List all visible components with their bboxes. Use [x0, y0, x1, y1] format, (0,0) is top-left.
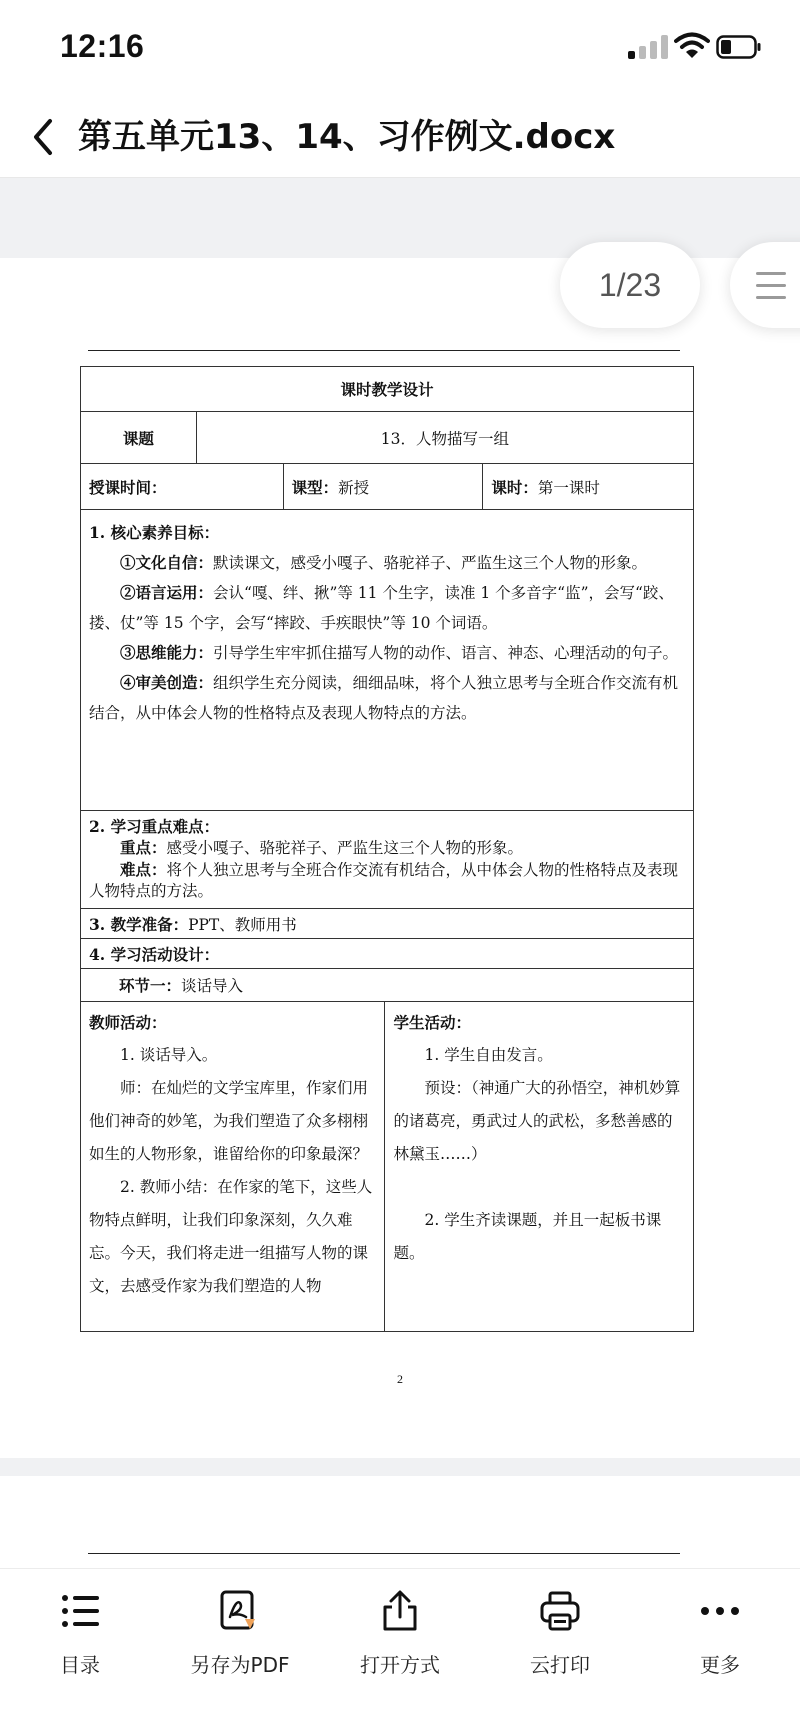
key-points-cell [81, 811, 694, 909]
page-header-rule [88, 1553, 680, 1554]
list-icon [58, 1589, 102, 1633]
key-points-heading: 2. 学习重点难点： [89, 817, 220, 836]
back-icon[interactable] [26, 115, 66, 159]
bottom-toolbar [0, 1568, 800, 1732]
activities-heading: 4. 学习活动设计： [81, 939, 694, 969]
cloud-print-label: 云打印 [530, 1653, 590, 1677]
type-label: 课型： [291, 477, 339, 497]
save-pdf-label: 另存为PDF [190, 1653, 290, 1677]
table-title: 课时教学设计 [81, 367, 694, 412]
document-page [0, 1476, 800, 1576]
goal-item: ④审美创造：组织学生充分阅读，细细品味，将个人独立思考与全班合作交流有机结合，从中体会人物的性格特点及表现人物特点的方法。 [89, 673, 679, 722]
open-with-button[interactable] [330, 1589, 470, 1689]
student-paragraph: 1. 学生自由发言。 [424, 1046, 553, 1064]
goals-cell [81, 510, 694, 811]
section-cell [81, 969, 694, 1002]
section-text: 谈话导入 [181, 977, 244, 995]
goals-heading: 1. 核心素养目标： [89, 523, 220, 542]
page-number: 2 [397, 1372, 403, 1386]
period-label: 课时： [491, 477, 538, 497]
topic-label: 课题 [81, 412, 197, 464]
period-cell [483, 464, 694, 510]
pdf-icon [218, 1589, 262, 1633]
document-title: 第五单元13、14、习作例文.docx [78, 117, 616, 157]
student-activity-cell [385, 1002, 694, 1332]
student-heading: 学生活动： [393, 1013, 471, 1032]
section-label: 环节一： [119, 976, 182, 995]
topic-value: 13．人物描写一组 [196, 412, 693, 464]
toc-label: 目录 [60, 1653, 100, 1677]
type-cell [283, 464, 483, 510]
page-header-rule [88, 350, 680, 351]
goal-item: ①文化自信：默读课文，感受小嘎子、骆驼祥子、严监生这三个人物的形象。 [120, 553, 648, 572]
save-pdf-button[interactable] [170, 1589, 310, 1689]
signal-icon [628, 35, 670, 59]
difficulty-point: 难点：将个人独立思考与全班合作交流有机结合，从中体会人物的性格特点及表现人物特点的方法。 [89, 860, 679, 900]
focus-point: 重点：感受小嘎子、骆驼祥子、严监生这三个人物的形象。 [120, 838, 524, 857]
type-value: 新授 [338, 478, 370, 497]
status-bar [0, 0, 800, 95]
print-icon [538, 1589, 582, 1633]
lesson-plan-table [80, 366, 694, 1332]
teacher-paragraph: 师：在灿烂的文学宝库里，作家们用他们神奇的妙笔，为我们塑造了众多栩栩如生的人物形象，谁留给你的印象最深？ [89, 1079, 369, 1163]
toc-button[interactable] [10, 1589, 150, 1689]
goal-item: ③思维能力：引导学生牢牢抓住描写人物的动作、语言、神态、心理活动的句子。 [120, 643, 679, 662]
time-cell [81, 464, 284, 510]
more-button[interactable] [650, 1589, 790, 1689]
open-with-label: 打开方式 [360, 1653, 440, 1677]
student-paragraph: 预设：（神通广大的孙悟空，神机妙算的诸葛亮，勇武过人的武松，多愁善感的林黛玉……） [393, 1079, 681, 1163]
period-value: 第一课时 [537, 478, 600, 497]
student-paragraph: 2. 学生齐读课题，并且一起板书课题。 [393, 1211, 662, 1262]
app-header [0, 95, 800, 178]
more-icon [698, 1589, 742, 1633]
page-indicator[interactable]: 1/23 [560, 242, 700, 328]
share-icon [378, 1589, 422, 1633]
teacher-heading: 教师活动： [89, 1013, 167, 1032]
prep-cell [81, 909, 694, 939]
battery-icon [716, 35, 762, 59]
prep-heading: 3. 教学准备： [89, 914, 189, 934]
time-label: 授课时间： [89, 477, 167, 497]
more-label: 更多 [700, 1653, 740, 1677]
prep-text: PPT、教师用书 [188, 915, 297, 934]
wifi-icon [674, 32, 710, 60]
cloud-print-button[interactable] [490, 1589, 630, 1689]
teacher-activity-cell [81, 1002, 385, 1332]
teacher-paragraph: 1. 谈话导入。 [120, 1046, 218, 1064]
goal-item: ②语言运用：会认“嘎、绊、揪”等 11 个生字，读准 1 个多音字“监”，会写“跤、搂、仗”等 15 个字，会写“摔跤、手疾眼快”等 10 个词语。 [89, 583, 674, 632]
teacher-paragraph: 2. 教师小结：在作家的笔下，这些人物特点鲜明，让我们印象深刻，久久难忘。今天，我们将走进一组描写人物的课文，去感受作家为我们塑造的人物 [89, 1178, 373, 1295]
status-time: 12:16 [60, 28, 145, 64]
